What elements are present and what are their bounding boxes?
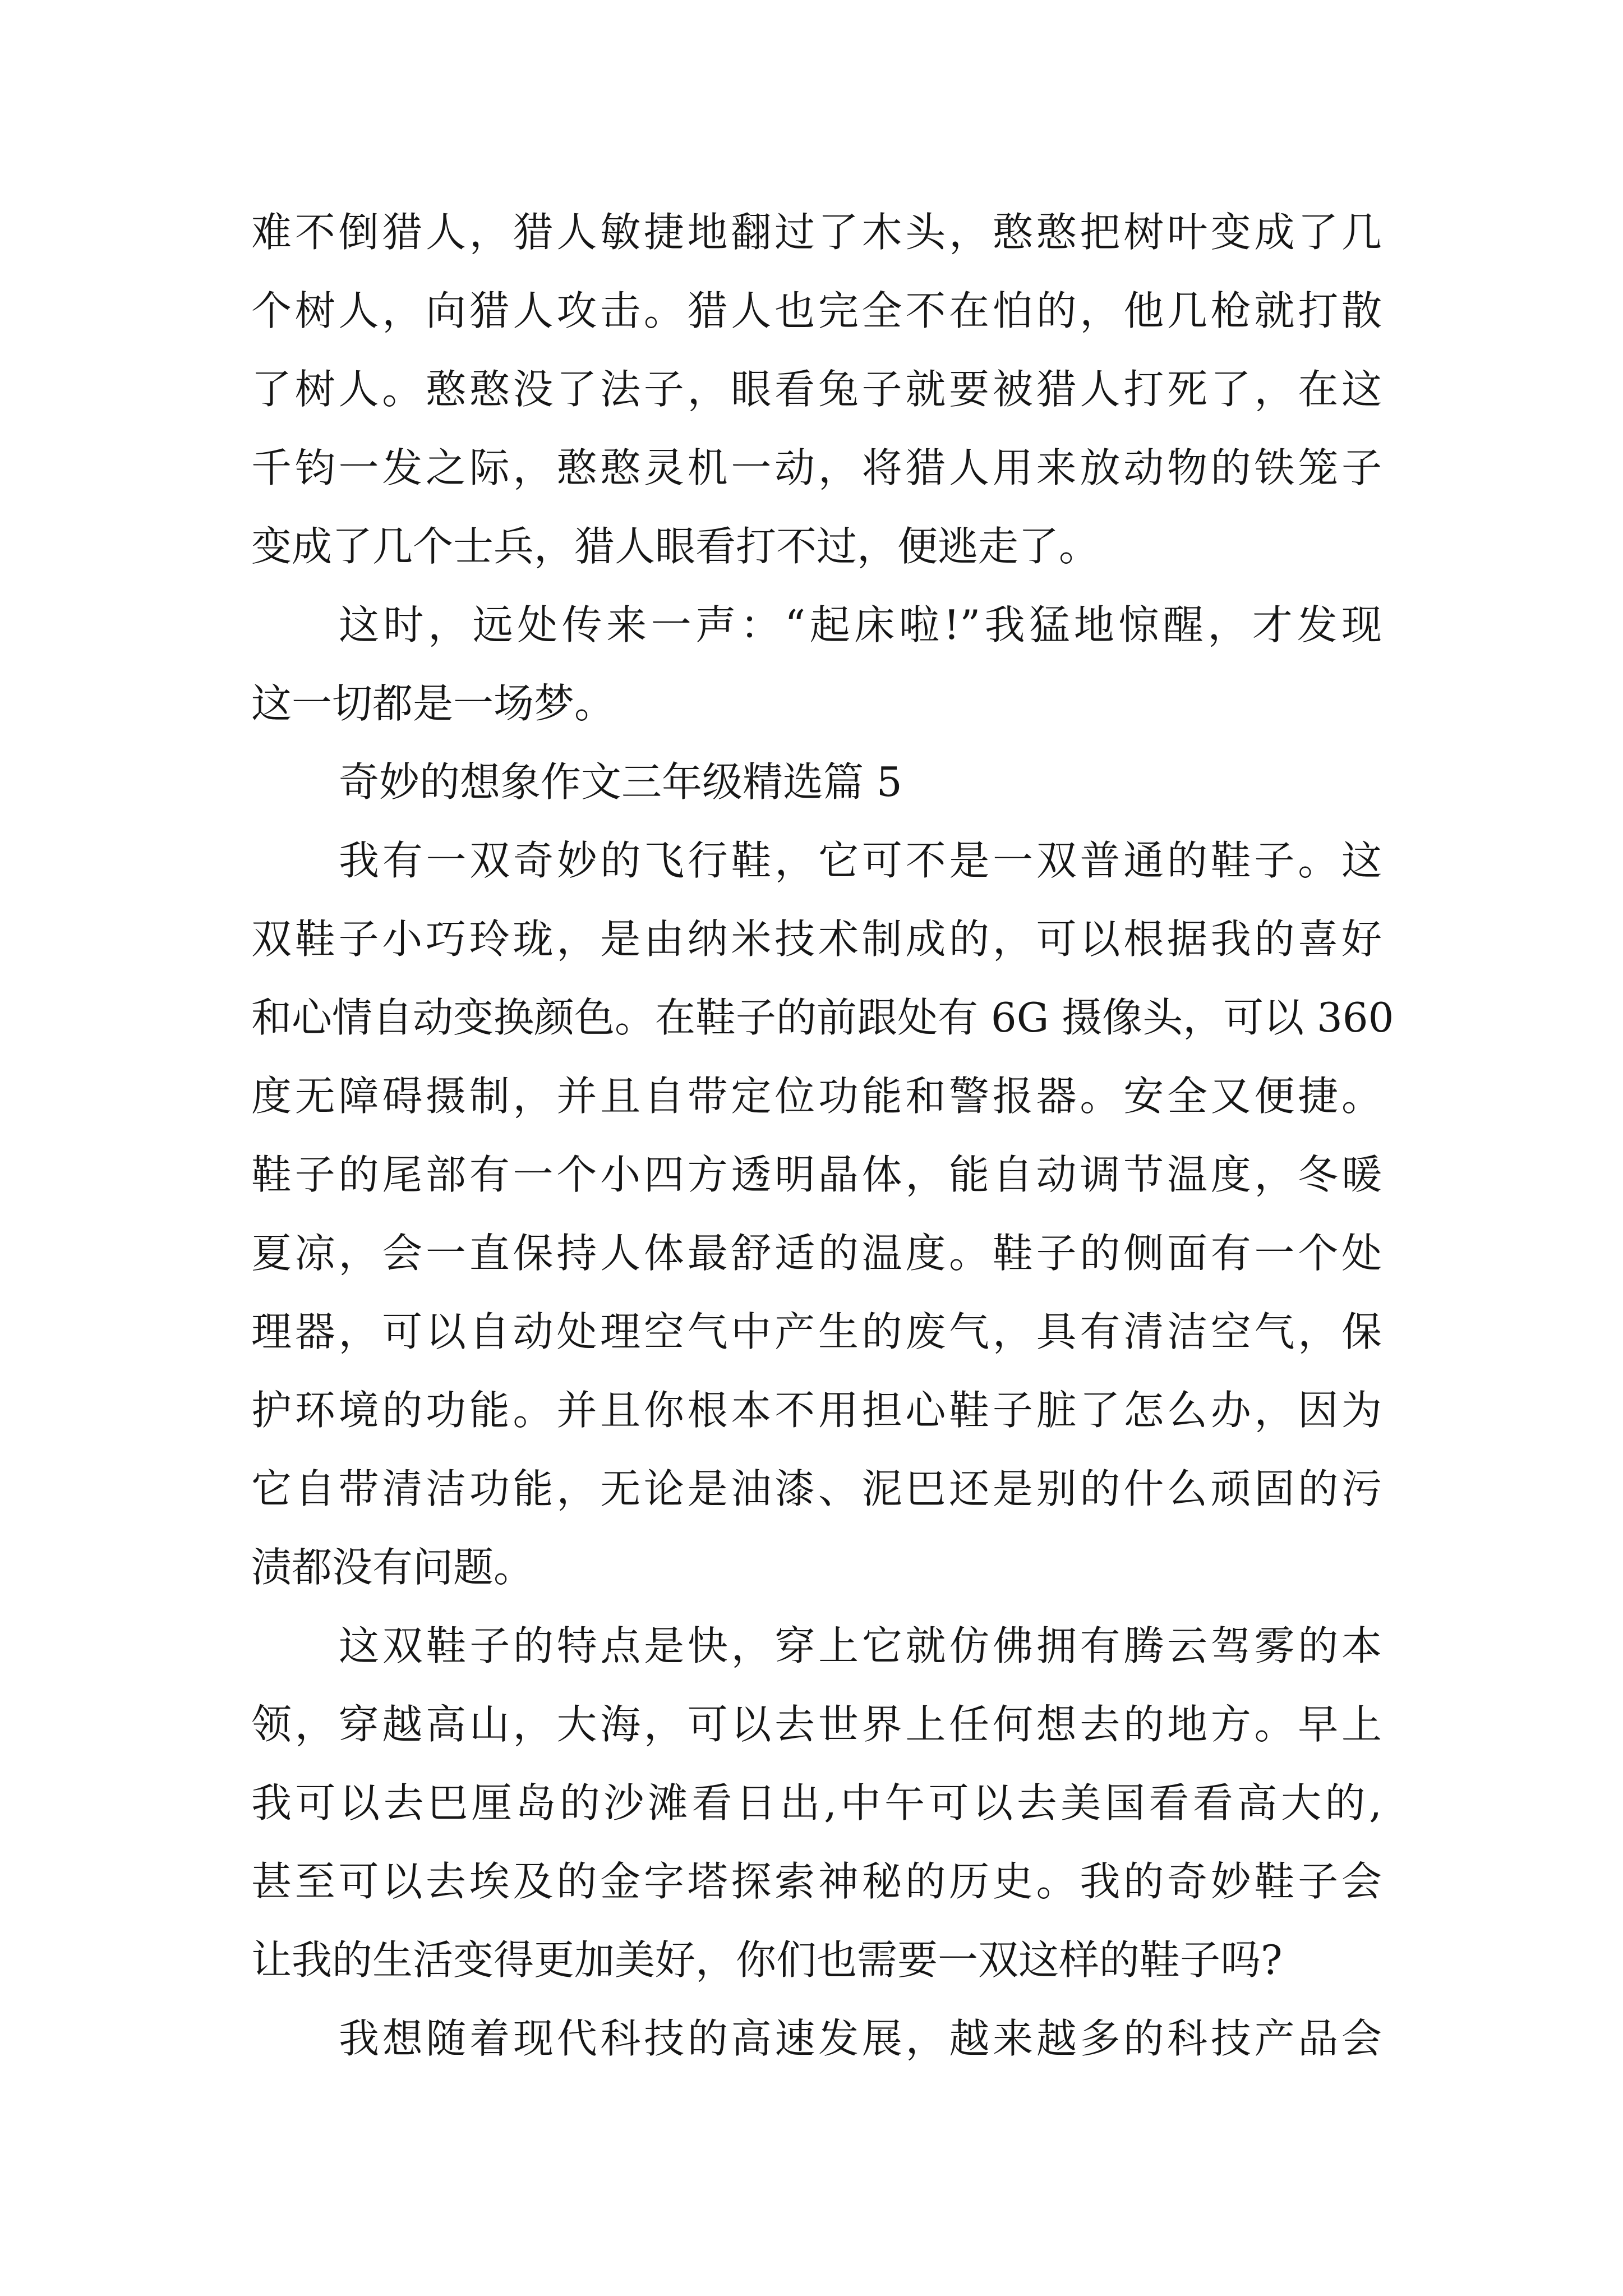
text-line: 千钧一发之际，憨憨灵机一动，将猎人用来放动物的铁笼子 <box>251 444 1382 491</box>
text-line: 夏凉，会一直保持人体最舒适的温度。鞋子的侧面有一个处 <box>251 1230 1382 1277</box>
text-line: 这一切都是一场梦。 <box>251 680 615 727</box>
text-line: 护环境的功能。并且你根本不用担心鞋子脏了怎么办，因为 <box>251 1387 1382 1434</box>
text-line: 这双鞋子的特点是快，穿上它就仿佛拥有腾云驾雾的本 <box>339 1622 1382 1669</box>
text-line: 度无障碍摄制，并且自带定位功能和警报器。安全又便捷。 <box>251 1073 1382 1120</box>
text-line: 个树人，向猎人攻击。猎人也完全不在怕的，他几枪就打散 <box>251 287 1382 334</box>
text-line: 双鞋子小巧玲珑，是由纳米技术制成的，可以根据我的喜好 <box>251 915 1382 963</box>
article-body <box>251 193 1394 2078</box>
text-line: 我想随着现代科技的高速发展，越来越多的科技产品会 <box>339 2015 1382 2062</box>
text-line: 鞋子的尾部有一个小四方透明晶体，能自动调节温度，冬暖 <box>251 1151 1382 1198</box>
text-line: 领，穿越高山，大海，可以去世界上任何想去的地方。早上 <box>251 1701 1382 1748</box>
text-line: 我可以去巴厘岛的沙滩看日出,中午可以去美国看看高大的, <box>251 1779 1382 1826</box>
text-line: 我有一双奇妙的飞行鞋，它可不是一双普通的鞋子。这 <box>339 837 1382 884</box>
text-line: 了树人。憨憨没了法子，眼看兔子就要被猎人打死了，在这 <box>251 366 1382 413</box>
text-line: 渍都没有问题。 <box>251 1544 534 1591</box>
text-line: 变成了几个士兵，猎人眼看打不过，便逃走了。 <box>251 523 1100 570</box>
text-line: 和心情自动变换颜色。在鞋子的前跟处有 6G 摄像头，可以 360 <box>251 994 1394 1041</box>
section-heading: 奇妙的想象作文三年级精选篇 5 <box>339 758 902 806</box>
text-line: 难不倒猎人，猎人敏捷地翻过了木头，憨憨把树叶变成了几 <box>251 209 1382 256</box>
text-line: 理器，可以自动处理空气中产生的废气，具有清洁空气，保 <box>251 1308 1382 1355</box>
text-line: 甚至可以去埃及的金字塔探索神秘的历史。我的奇妙鞋子会 <box>251 1858 1382 1905</box>
text-line: 这时，远处传来一声：“起床啦!”我猛地惊醒，才发现 <box>339 601 1382 648</box>
text-line: 让我的生活变得更加美好，你们也需要一双这样的鞋子吗? <box>251 1936 1283 1984</box>
text-line: 它自带清洁功能，无论是油漆、泥巴还是别的什么顽固的污 <box>251 1465 1382 1512</box>
